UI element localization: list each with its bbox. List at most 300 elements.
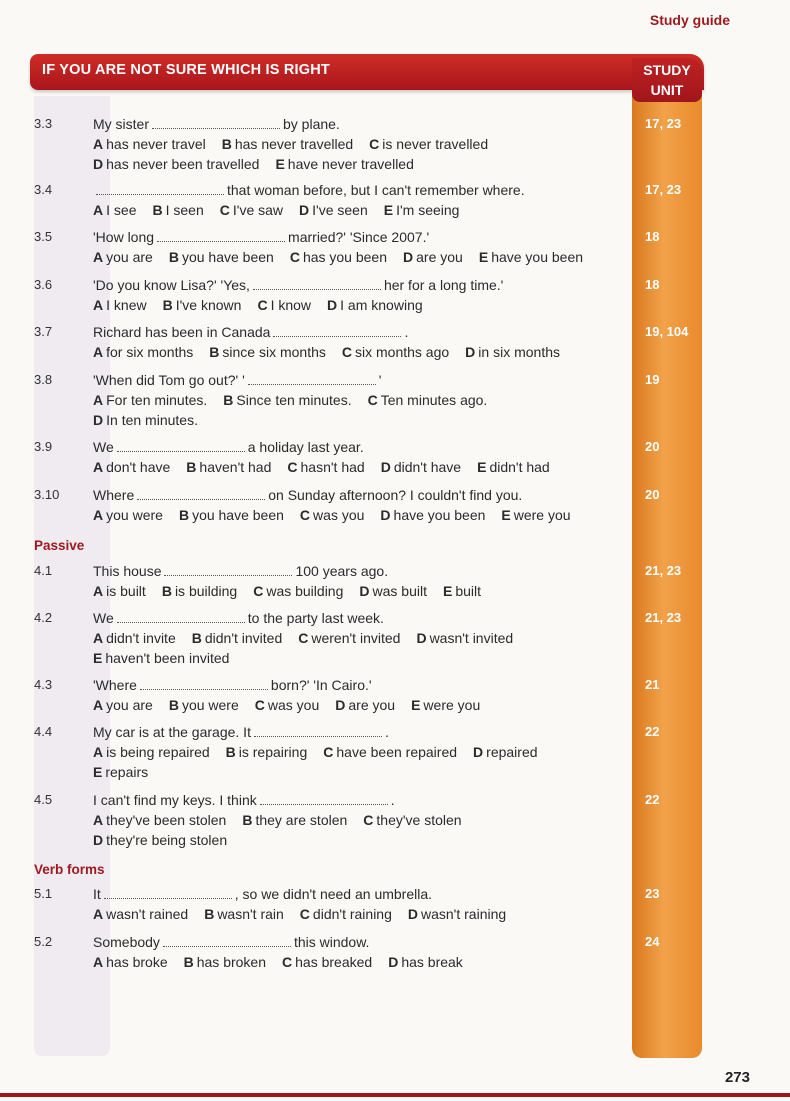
answer-blank — [260, 795, 388, 805]
answer-option — [299, 202, 368, 218]
option-row — [93, 412, 214, 428]
option-row — [93, 650, 245, 666]
answer-blank — [273, 327, 401, 337]
study-unit-reference: 21, 23 — [645, 563, 682, 578]
answer-option — [152, 202, 203, 218]
answer-blank — [137, 490, 265, 500]
answer-blank — [117, 613, 245, 623]
answer-option — [204, 906, 284, 922]
answer-blank — [253, 280, 381, 290]
option-letter: E — [477, 459, 487, 475]
option-letter: D — [473, 744, 484, 760]
answer-option — [465, 344, 560, 360]
option-letter: D — [93, 832, 104, 848]
option-text: are you — [416, 249, 463, 265]
option-text: they've been stolen — [106, 812, 227, 828]
answer-option — [411, 697, 480, 713]
option-row — [93, 954, 479, 970]
answer-option — [501, 507, 570, 523]
item-prompt — [93, 116, 340, 132]
option-text: has never travel — [106, 136, 206, 152]
item-prompt — [93, 229, 429, 245]
option-text: was building — [266, 583, 344, 599]
answer-option — [220, 202, 283, 218]
option-text: you have been — [181, 249, 274, 265]
answer-option — [369, 136, 488, 152]
option-row — [93, 630, 529, 646]
option-text: For ten minutes. — [106, 392, 208, 408]
prompt-text-after: that woman before, but I can't remember where. — [227, 182, 525, 198]
option-letter: B — [209, 344, 220, 360]
option-letter: E — [93, 764, 103, 780]
option-text: was you — [313, 507, 365, 523]
option-letter: A — [93, 459, 104, 475]
item-number: 4.5 — [34, 792, 53, 807]
prompt-text-after: . — [384, 724, 389, 740]
option-text: is repairing — [238, 744, 308, 760]
option-row — [93, 136, 504, 152]
item-number: 5.2 — [34, 934, 53, 949]
answer-blank — [117, 442, 245, 452]
study-unit-reference: 19, 104 — [645, 324, 689, 339]
option-letter: B — [168, 249, 179, 265]
prompt-text-after: this window. — [293, 934, 370, 950]
study-unit-reference: 19 — [645, 372, 660, 387]
item-prompt — [93, 324, 408, 340]
option-row — [93, 812, 478, 828]
answer-option — [335, 697, 395, 713]
answer-option — [477, 459, 550, 475]
item-number: 3.3 — [34, 116, 53, 131]
item-number: 5.1 — [34, 886, 53, 901]
option-letter: C — [253, 583, 264, 599]
option-letter: C — [282, 954, 293, 970]
option-letter: C — [341, 344, 352, 360]
study-unit-column — [632, 58, 702, 1058]
prompt-text-before: My car is at the garage. It — [93, 724, 251, 740]
study-unit-reference: 17, 23 — [645, 116, 682, 131]
option-text: has never travelled — [234, 136, 354, 152]
option-letter: C — [299, 507, 311, 523]
answer-blank — [163, 937, 291, 947]
option-letter: B — [186, 459, 197, 475]
item-prompt — [93, 277, 503, 293]
answer-option — [93, 344, 193, 360]
option-text: have been repaired — [336, 744, 458, 760]
option-letter: D — [327, 297, 338, 313]
answer-option — [162, 583, 237, 599]
item-prompt — [93, 563, 388, 579]
option-text: I seen — [165, 202, 204, 218]
answer-option — [93, 764, 148, 780]
option-text: hasn't had — [300, 459, 365, 475]
study-unit-reference: 21 — [645, 677, 660, 692]
item-prompt — [93, 934, 369, 950]
option-letter: E — [411, 697, 421, 713]
item-prompt — [93, 792, 395, 808]
option-text: you have been — [192, 507, 284, 523]
option-text: has you been — [302, 249, 388, 265]
prompt-text-after: , so we didn't need an umbrella. — [234, 886, 433, 902]
option-text: you were — [106, 507, 163, 523]
answer-option — [163, 297, 242, 313]
study-unit-reference: 24 — [645, 934, 660, 949]
answer-option — [359, 583, 427, 599]
answer-option — [93, 249, 153, 265]
prompt-text-before: 'Do you know Lisa?' 'Yes, — [93, 277, 250, 293]
option-letter: B — [168, 697, 179, 713]
answer-option — [186, 459, 271, 475]
prompt-text-after: married?' 'Since 2007.' — [288, 229, 430, 245]
prompt-text-before: 'How long — [93, 229, 155, 245]
option-text: I've seen — [312, 202, 368, 218]
prompt-text-before: Richard has been in Canada — [93, 324, 271, 340]
option-text: have you been — [491, 249, 584, 265]
option-letter: C — [369, 136, 380, 152]
answer-option — [93, 650, 229, 666]
option-letter: B — [223, 392, 234, 408]
item-number: 4.2 — [34, 610, 53, 625]
header-title: IF YOU ARE NOT SURE WHICH IS RIGHT — [42, 62, 330, 78]
option-text: is being repaired — [106, 744, 210, 760]
answer-option — [222, 136, 353, 152]
option-letter: D — [416, 630, 427, 646]
option-letter: D — [407, 906, 418, 922]
answer-option — [93, 832, 227, 848]
answer-option — [381, 459, 461, 475]
option-row — [93, 459, 566, 475]
item-number: 3.10 — [34, 487, 60, 502]
answer-option — [300, 507, 364, 523]
option-text: I knew — [106, 297, 147, 313]
option-text: they're being stolen — [106, 832, 228, 848]
option-text: has break — [401, 954, 463, 970]
option-letter: D — [359, 583, 370, 599]
option-text: is built — [106, 583, 146, 599]
option-text: built — [455, 583, 482, 599]
option-text: since six months — [222, 344, 326, 360]
option-text: haven't had — [199, 459, 272, 475]
option-letter: E — [501, 507, 511, 523]
option-letter: D — [388, 954, 399, 970]
option-text: was you — [267, 697, 320, 713]
prompt-text-before: I can't find my keys. I think — [93, 792, 257, 808]
item-prompt — [93, 372, 381, 388]
option-letter: E — [478, 249, 489, 265]
option-letter: D — [465, 344, 476, 360]
option-row — [93, 507, 587, 523]
running-head: Study guide — [649, 12, 730, 28]
option-letter: A — [93, 744, 104, 760]
answer-option — [287, 459, 364, 475]
answer-option — [93, 412, 198, 428]
study-unit-reference: 23 — [645, 886, 660, 901]
item-number: 3.8 — [34, 372, 53, 387]
answer-option — [473, 744, 538, 760]
option-row — [93, 344, 576, 360]
prompt-text-after: ' — [378, 372, 382, 388]
option-row — [93, 832, 243, 848]
answer-option — [290, 249, 387, 265]
answer-option — [298, 630, 400, 646]
answer-option — [416, 630, 513, 646]
option-letter: B — [204, 906, 215, 922]
option-text: didn't raining — [312, 906, 392, 922]
page-number: 273 — [724, 1069, 750, 1086]
option-text: haven't been invited — [105, 650, 230, 666]
option-text: wasn't raining — [421, 906, 507, 922]
option-letter: B — [225, 744, 236, 760]
answer-option — [408, 906, 506, 922]
prompt-text-after: to the party last week. — [247, 610, 384, 626]
item-number: 4.3 — [34, 677, 53, 692]
option-row — [93, 906, 522, 922]
bottom-rule — [0, 1093, 790, 1097]
item-number: 3.7 — [34, 324, 53, 339]
option-letter: D — [403, 249, 414, 265]
option-letter: D — [93, 156, 104, 172]
option-letter: B — [178, 507, 190, 523]
answer-option — [223, 392, 351, 408]
answer-option — [93, 583, 146, 599]
option-letter: B — [183, 954, 194, 970]
prompt-text-after: born?' 'In Cairo.' — [270, 677, 372, 693]
option-row — [93, 156, 430, 172]
prompt-text-before: 'When did Tom go out?' ' — [93, 372, 245, 388]
option-text: weren't invited — [311, 630, 401, 646]
answer-option — [93, 202, 136, 218]
option-text: you are — [106, 697, 153, 713]
option-text: six months ago — [355, 344, 450, 360]
option-text: repairs — [105, 764, 149, 780]
prompt-text-before: We — [93, 439, 114, 455]
answer-option — [93, 812, 226, 828]
option-text: I'm seeing — [396, 202, 460, 218]
prompt-text-before: My sister — [93, 116, 149, 132]
answer-option — [93, 136, 206, 152]
option-letter: A — [93, 630, 104, 646]
option-letter: B — [162, 297, 173, 313]
answer-option — [380, 507, 485, 523]
prompt-text-before: 'Where — [93, 677, 137, 693]
answer-option — [443, 583, 481, 599]
item-prompt — [93, 677, 372, 693]
answer-option — [93, 954, 168, 970]
option-text: Ten minutes ago. — [380, 392, 488, 408]
option-letter: E — [442, 583, 453, 599]
option-text: I've saw — [232, 202, 284, 218]
answer-option — [253, 583, 343, 599]
answer-option — [403, 249, 463, 265]
option-letter: A — [93, 697, 104, 713]
prompt-text-after: . — [390, 792, 395, 808]
answer-blank — [157, 232, 285, 242]
study-unit-reference: 22 — [645, 792, 660, 807]
answer-option — [93, 906, 188, 922]
answer-option — [93, 630, 176, 646]
answer-option — [388, 954, 463, 970]
option-letter: B — [191, 630, 202, 646]
option-text: has breaked — [295, 954, 373, 970]
item-number: 3.4 — [34, 182, 53, 197]
item-number: 3.5 — [34, 229, 53, 244]
answer-option — [209, 344, 326, 360]
option-text: in six months — [478, 344, 560, 360]
option-letter: B — [152, 202, 163, 218]
item-number: 3.6 — [34, 277, 53, 292]
prompt-text-after: her for a long time.' — [383, 277, 504, 293]
answer-option — [93, 459, 170, 475]
option-row — [93, 297, 439, 313]
option-letter: E — [383, 202, 394, 218]
answer-option — [93, 697, 153, 713]
option-text: they are stolen — [255, 812, 348, 828]
item-prompt — [93, 182, 525, 198]
option-letter: C — [287, 459, 298, 475]
option-letter: B — [161, 583, 172, 599]
option-text: I am knowing — [340, 297, 423, 313]
option-text: didn't invited — [204, 630, 283, 646]
item-prompt — [93, 610, 384, 626]
item-number: 3.9 — [34, 439, 53, 454]
option-text: were you — [513, 507, 571, 523]
option-letter: C — [289, 249, 300, 265]
option-text: In ten minutes. — [106, 412, 198, 428]
answer-option — [192, 630, 283, 646]
option-letter: A — [93, 136, 104, 152]
section-header-bar — [30, 54, 704, 90]
study-unit-reference: 22 — [645, 724, 660, 739]
option-text: has broken — [196, 954, 267, 970]
answer-option — [93, 507, 163, 523]
option-text: didn't had — [489, 459, 550, 475]
option-letter: C — [254, 697, 265, 713]
study-unit-reference: 20 — [645, 439, 660, 454]
option-letter: D — [380, 459, 391, 475]
answer-option — [93, 297, 147, 313]
option-letter: B — [221, 136, 232, 152]
answer-option — [93, 744, 210, 760]
option-letter: D — [380, 507, 391, 523]
option-text: have you been — [393, 507, 486, 523]
answer-option — [327, 297, 423, 313]
option-text: were you — [423, 697, 481, 713]
answer-option — [242, 812, 347, 828]
option-letter: A — [93, 392, 104, 408]
answer-blank — [104, 889, 232, 899]
option-letter: D — [93, 412, 104, 428]
answer-option — [384, 202, 460, 218]
section-heading: Passive — [34, 538, 85, 553]
option-text: has broke — [106, 954, 168, 970]
item-prompt — [93, 724, 389, 740]
option-text: is never travelled — [382, 136, 489, 152]
study-unit-heading-line1: STUDY — [643, 62, 691, 78]
answer-option — [275, 156, 413, 172]
option-letter: A — [93, 344, 104, 360]
option-letter: A — [93, 297, 104, 313]
option-letter: C — [323, 744, 334, 760]
answer-option — [368, 392, 488, 408]
option-text: didn't have — [393, 459, 462, 475]
option-text: wasn't rain — [217, 906, 284, 922]
option-letter: B — [242, 812, 253, 828]
prompt-text-after: on Sunday afternoon? I couldn't find you. — [268, 487, 523, 503]
option-letter: A — [93, 202, 104, 218]
answer-option — [479, 249, 583, 265]
study-unit-heading-line2: UNIT — [650, 82, 684, 98]
option-letter: C — [367, 392, 378, 408]
prompt-text-after: . — [404, 324, 409, 340]
answer-option — [93, 392, 207, 408]
answer-blank — [152, 119, 280, 129]
option-text: they've stolen — [376, 812, 462, 828]
prompt-text-after: 100 years ago. — [295, 563, 389, 579]
item-prompt — [93, 487, 522, 503]
prompt-text-after: a holiday last year. — [247, 439, 364, 455]
option-row — [93, 744, 554, 760]
option-letter: C — [298, 630, 309, 646]
answer-option — [184, 954, 266, 970]
answer-option — [323, 744, 457, 760]
option-row — [93, 202, 475, 218]
study-unit-reference: 20 — [645, 487, 660, 502]
option-letter: C — [363, 812, 374, 828]
prompt-text-before: Somebody — [93, 934, 160, 950]
option-text: I know — [270, 297, 312, 313]
answer-blank — [140, 680, 268, 690]
study-unit-reference: 21, 23 — [645, 610, 682, 625]
option-letter: D — [299, 202, 310, 218]
answer-option — [169, 249, 274, 265]
option-text: repaired — [486, 744, 538, 760]
option-row — [93, 392, 503, 408]
option-text: don't have — [106, 459, 171, 475]
study-unit-reference: 17, 23 — [645, 182, 682, 197]
option-row — [93, 583, 497, 599]
answer-option — [342, 344, 449, 360]
option-letter: A — [93, 812, 104, 828]
study-unit-heading — [632, 58, 702, 102]
answer-blank — [254, 727, 382, 737]
prompt-text-before: This house — [93, 563, 162, 579]
answer-option — [93, 156, 259, 172]
study-unit-reference: 18 — [645, 277, 660, 292]
item-prompt — [93, 439, 364, 455]
answer-option — [363, 812, 461, 828]
option-row — [93, 697, 496, 713]
option-row — [93, 764, 164, 780]
study-unit-reference: 18 — [645, 229, 660, 244]
option-text: wasn't invited — [429, 630, 514, 646]
option-text: for six months — [106, 344, 194, 360]
option-text: wasn't rained — [106, 906, 189, 922]
option-letter: D — [335, 697, 346, 713]
option-text: didn't invite — [106, 630, 176, 646]
option-letter: A — [93, 954, 104, 970]
option-letter: A — [93, 249, 104, 265]
prompt-text-before: We — [93, 610, 114, 626]
option-letter: A — [93, 906, 104, 922]
option-text: is building — [174, 583, 238, 599]
answer-option — [179, 507, 284, 523]
section-heading: Verb forms — [34, 862, 105, 877]
item-number: 4.4 — [34, 724, 53, 739]
answer-option — [300, 906, 392, 922]
option-letter: C — [299, 906, 310, 922]
answer-blank — [96, 185, 224, 195]
answer-blank — [248, 375, 376, 385]
